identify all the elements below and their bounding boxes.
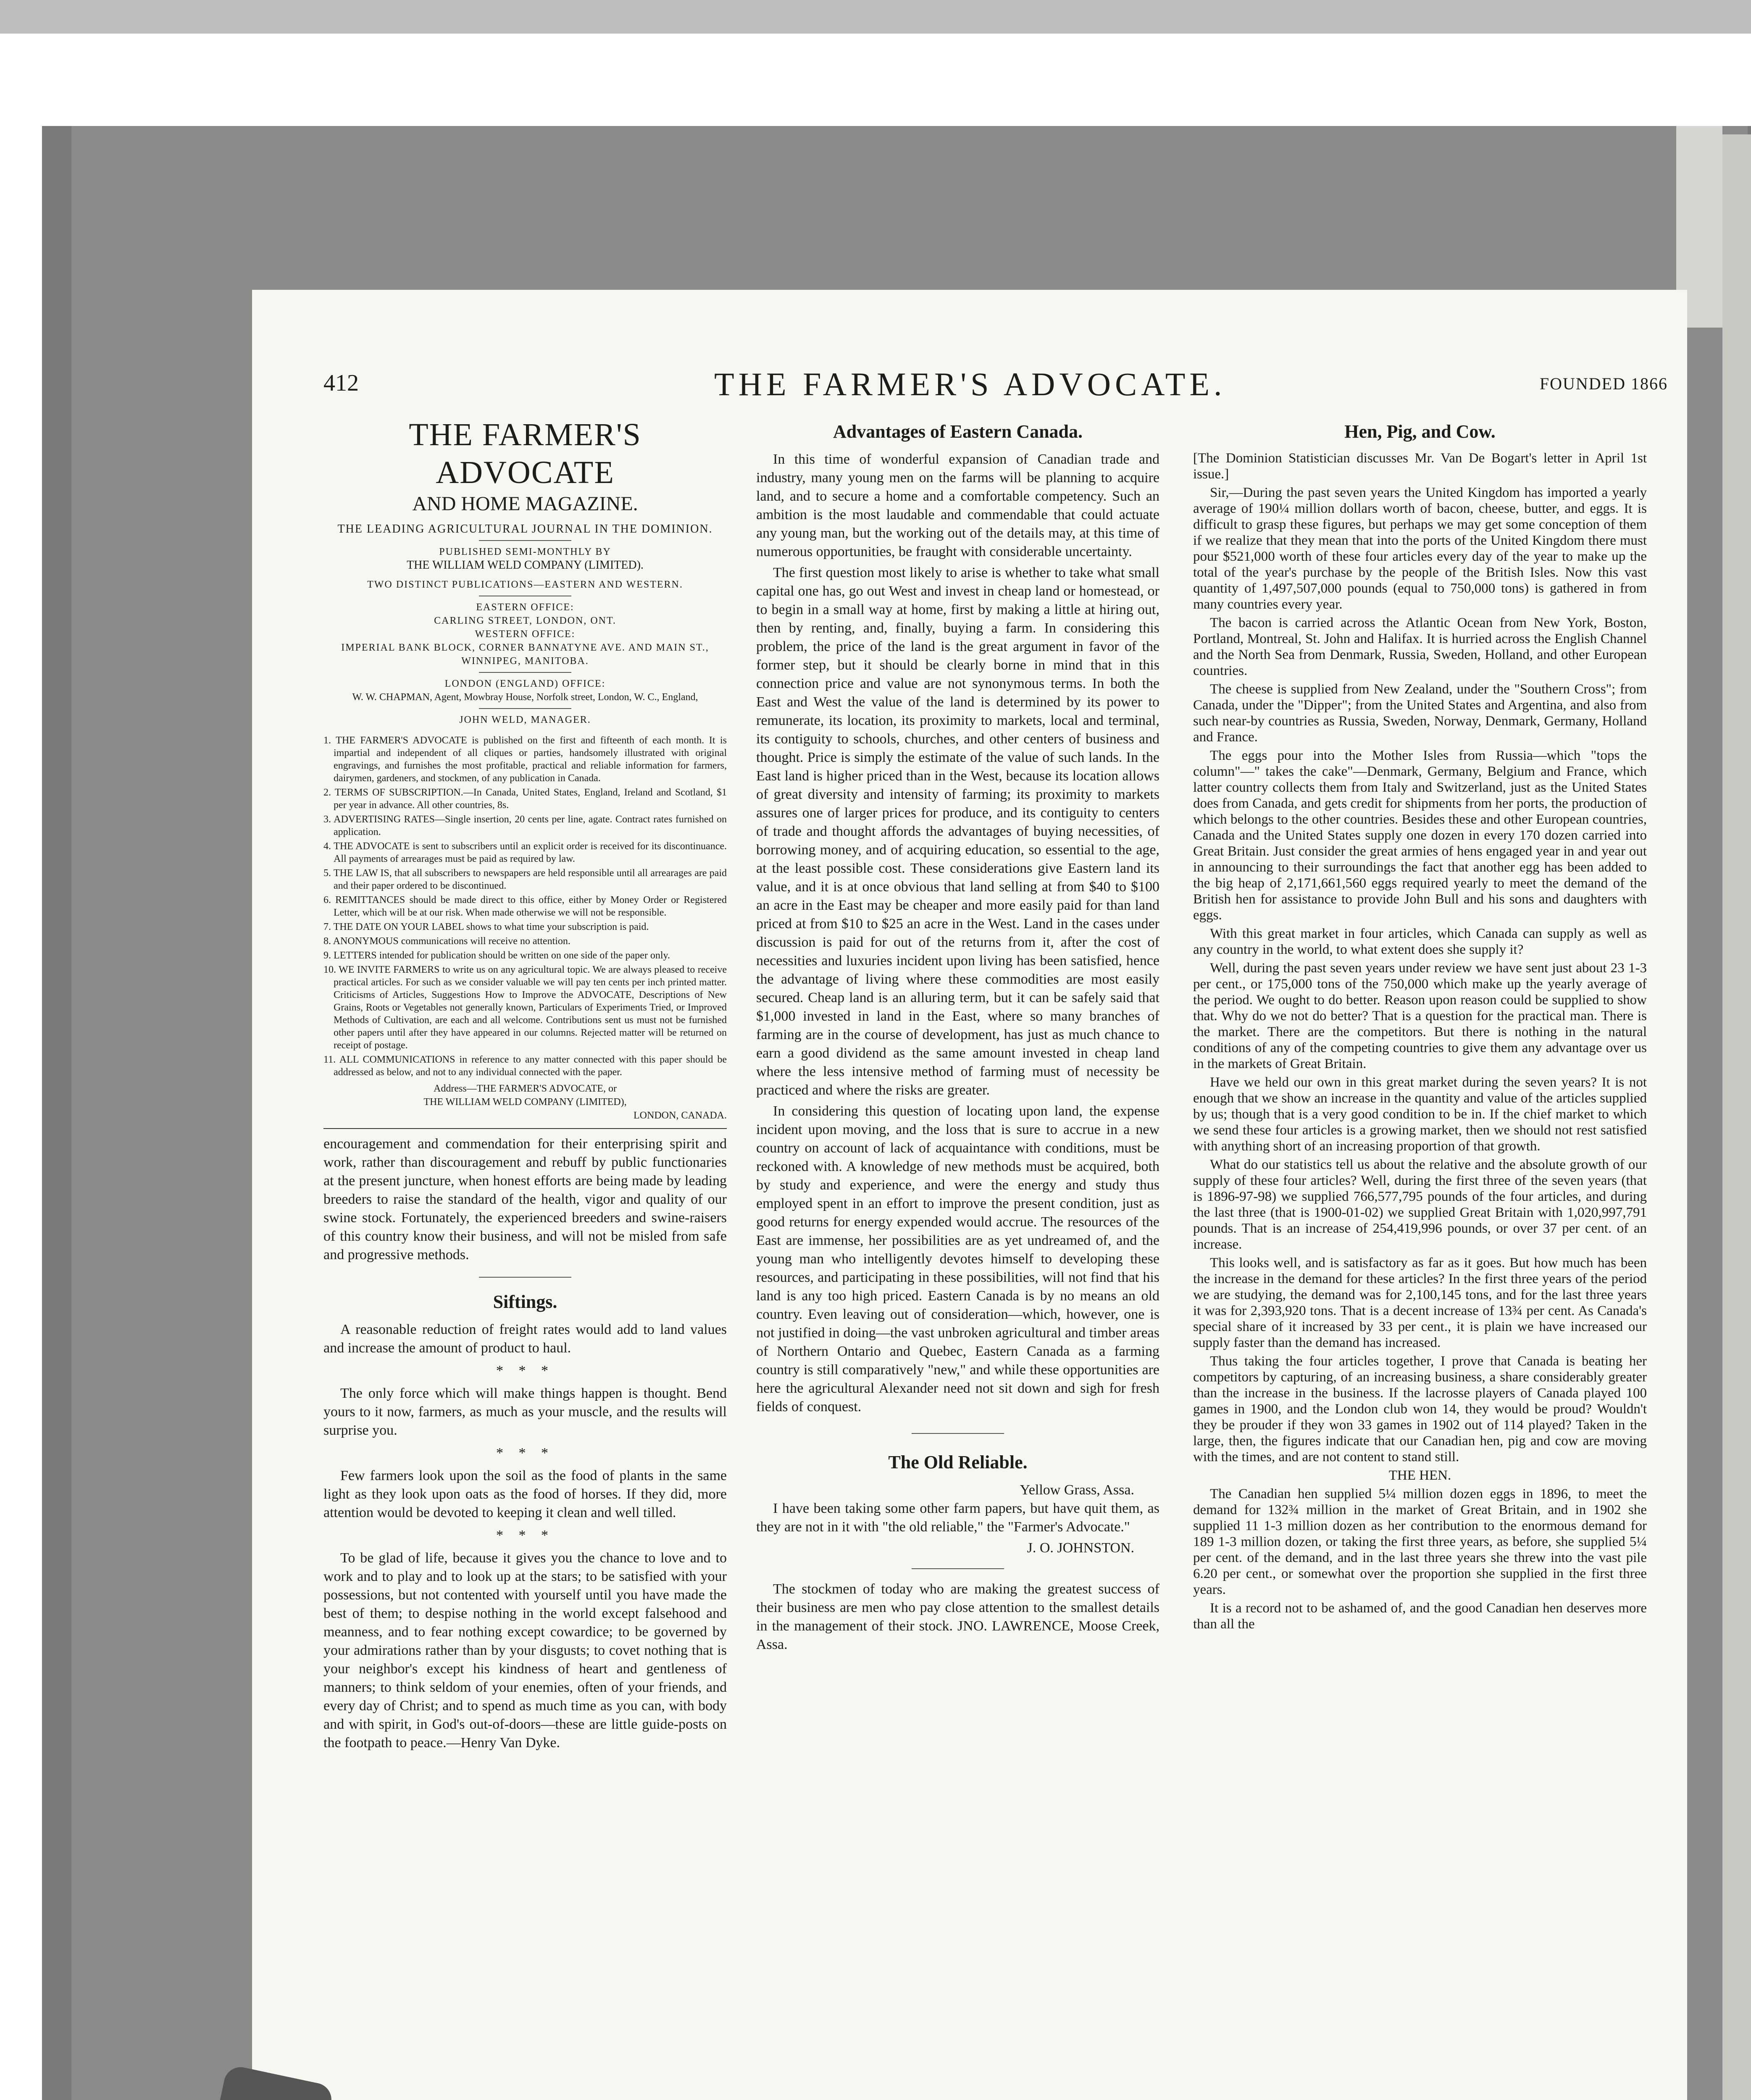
notice-item: 10. WE INVITE FARMERS to write us on any agricultural topic. We are always pleased to receive practical articles. For such as we consider valuable we will pay ten cents per inch printed matter. Criticisms of Articles, Suggestions How to Improve the ADVOCATE, Descriptions of New Grains, Roots or Vegetables not generally known, Particulars of Experiments Tried, or Improved Methods of Cultivation, are each and all welcome. Contributions sent us must not be furnished other papers until after they have appeared in our columns. Rejected matter will be returned on receipt of postage. xyxy=(323,964,727,1051)
adjacent-page-edge xyxy=(1722,134,1751,2100)
western-office: IMPERIAL BANK BLOCK, CORNER BANNATYNE AVE. AND MAIN ST., WINNIPEG, MANITOBA. xyxy=(341,642,709,667)
article-intro: [The Dominion Statistician discusses Mr. Van De Bogart's letter in April 1st issue.] xyxy=(1193,451,1647,482)
notice-item: 5. THE LAW IS, that all subscribers to newspapers are held responsible until all arrearages are paid and their paper ordered to be discontinued. xyxy=(323,868,727,891)
masthead-box-title: THE FARMER'S ADVOCATE xyxy=(409,417,642,490)
page-number: 412 xyxy=(323,370,359,396)
masthead-box-subtitle: AND HOME MAGAZINE. xyxy=(412,493,638,515)
notice-item: 2. TERMS OF SUBSCRIPTION.—In Canada, United States, England, Ireland and Scotland, $1 per year in advance. All other countries, 8s. xyxy=(323,787,727,811)
page-header xyxy=(323,366,1668,403)
notice-item: 4. THE ADVOCATE is sent to subscribers until an explicit order is received for its discontinuance. All payments of arrearages must be paid as required by law. xyxy=(323,841,727,864)
article-paragraph: The cheese is supplied from New Zealand, under the "Southern Cross"; from Canada, under the "Dipper"; from the United States and Argentina, and also from such near-by countries as Russia, Sweden, Norway, Denmark, Germany, Holland and France. xyxy=(1193,682,1647,745)
notice-list xyxy=(323,734,727,1079)
article-paragraph: The eggs pour into the Mother Isles from Russia—which "tops the column"—" takes the cake"—Denmark, Germany, Belgium and France, which latter country collects them from Italy and Switzerland, just as the United States does from Canada, and gets credit for shipments from her ports, the production of which belongs to the other countries. Besides these and other European countries, Canada and the United States supply one dozen in every 170 dozen carried into Great Britain. Just consider the great armies of hens engaged year in and year out in announcing to their surroundings the fact that another egg has been added to the big heap of 2,171,661,560 eggs required yearly to meet the demand of the British hen for assistance to provide John Bull and his sons and daughters with eggs. xyxy=(1193,748,1647,923)
letter-signature: J. O. JOHNSTON. xyxy=(1027,1540,1134,1556)
london-office-label: LONDON (ENGLAND) OFFICE: xyxy=(444,678,606,689)
masthead: THE FARMER'S ADVOCATE. xyxy=(714,366,1226,402)
siftings-paragraph: To be glad of life, because it gives you the chance to love and to work and to play and to look up at the stars; to be satisfied with your possessions, but not contented with yourself until you have made the best of them; to despise nothing in the world except falsehood and meanness, and to fear nothing except cowardice; to be governed by your admirations rather than by your disgusts; to covet nothing that is your neighbor's except his kindness of heart and gentleness of manners; to think seldom of your enemies, often of your friends, and every day of Christ; and to spend as much time as you can, with body and with spirit, in God's out-of-doors—these are little guide-posts on the footpath to peace.—Henry Van Dyke. xyxy=(323,1550,727,1751)
letter-place: Yellow Grass, Assa. xyxy=(1020,1482,1134,1498)
notice-item: 7. THE DATE ON YOUR LABEL shows to what time your subscription is paid. xyxy=(323,921,649,932)
column-2 xyxy=(756,416,1159,1656)
article-paragraph: It is a record not to be ashamed of, and the good Canadian hen deserves more than all the xyxy=(1193,1601,1647,1632)
address-line: THE WILLIAM WELD COMPANY (LIMITED), xyxy=(423,1097,627,1108)
section-break: * * * xyxy=(496,1528,554,1543)
notice-item: 3. ADVERTISING RATES—Single insertion, 20 cents per line, agate. Contract rates furnished on application. xyxy=(323,814,727,837)
article-paragraph: In this time of wonderful expansion of Canadian trade and industry, many young men on the farms will be planning to acquire land, and to secure a home and a comfortable competency. Such an ambition is the most laudable and commendable that could actuate any young man, but the working out of the details may, at this time of numerous opportunities, be fraught with considerable uncertainty. xyxy=(756,452,1159,559)
article-paragraph: This looks well, and is satisfactory as far as it goes. But how much has been the increase in the demand for these articles? In the first three years of the period we are studying, the demand was for 2,100,145 tons, and for the last three years it was for 2,393,920 tons. That is a decent increase of 13¾ per cent. As Canada's special share of it increased by 33 per cent., it is plain we have increased our supply faster than the demand has increased. xyxy=(1193,1255,1647,1350)
company-name: THE WILLIAM WELD COMPANY (LIMITED). xyxy=(407,559,644,572)
divider xyxy=(479,672,571,673)
siftings-paragraph: A reasonable reduction of freight rates would add to land values and increase the amount of product to haul. xyxy=(323,1322,727,1356)
letter-paragraph: I have been taking some other farm papers, but have quit them, as they are not in it with "the old reliable," the "Farmer's Advocate." xyxy=(756,1501,1159,1535)
hen-heading: Hen, Pig, and Cow. xyxy=(1344,421,1496,442)
western-office-label: WESTERN OFFICE: xyxy=(475,629,576,640)
divider xyxy=(479,540,571,541)
address-line: Address—THE FARMER'S ADVOCATE, or xyxy=(434,1083,617,1094)
eastern-office: CARLING STREET, LONDON, ONT. xyxy=(434,615,616,626)
article-paragraph: What do our statistics tell us about the relative and the absolute growth of our supply of these four articles? Well, during the first three of the seven years (that is 1896-97-98) we supplied 766,577,795 pounds of the four articles, and during the last three (that is 1900-01-02) we supplied Great Britain with 1,020,997,791 pounds. That is an increase of 254,419,996 pounds, or over 37 per cent. of an increase. xyxy=(1193,1157,1647,1252)
notice-item: 8. ANONYMOUS communications will receive no attention. xyxy=(323,936,571,947)
tagline: THE LEADING AGRICULTURAL JOURNAL IN THE DOMINION. xyxy=(337,522,713,536)
letter-paragraph: The stockmen of today who are making the greatest success of their business are men who pay close attention to the smallest details in the management of their stock. JNO. LAWRENCE, Moose Creek, Assa. xyxy=(756,1581,1159,1652)
article-paragraph: The bacon is carried across the Atlantic Ocean from New York, Boston, Portland, Montreal, St. John and Halifax. It is hurried across the English Channel and the North Sea from Denmark, Russia, Sweden, Holland, and other European countries. xyxy=(1193,615,1647,678)
publications-note: TWO DISTINCT PUBLICATIONS—EASTERN AND WESTERN. xyxy=(367,579,683,590)
divider xyxy=(479,708,571,709)
eastern-heading: Advantages of Eastern Canada. xyxy=(833,421,1083,442)
article-paragraph: With this great market in four articles, which Canada can supply as well as any country in the world, to what extent does she supply it? xyxy=(1193,926,1647,957)
notice-item: 1. THE FARMER'S ADVOCATE is published on the first and fifteenth of each month. It is impartial and independent of all cliques or parties, handsomely illustrated with original engravings, and furnishes the most profitable, practical and reliable information for farmers, dairymen, gardeners, and stockmen, of any publication in Canada. xyxy=(323,735,727,784)
column-rule xyxy=(323,1128,727,1129)
siftings-heading: Siftings. xyxy=(493,1292,557,1312)
notice-item: 9. LETTERS intended for publication should be written on one side of the paper only. xyxy=(323,950,670,961)
founded-note: FOUNDED 1866 xyxy=(1539,374,1668,393)
notice-item: 11. ALL COMMUNICATIONS in reference to any matter connected with this paper should be addressed as below, and not to any individual connected with the paper. xyxy=(323,1054,727,1078)
article-paragraph: Have we held our own in this great market during the seven years? It is not enough that we show an increase in the quantity and value of the articles supplied by us; though that is a very good condition to be in. If the chief market to which we send these four articles is a growing market, then we should not rest satisfied with anything short of an increasing proportion of that growth. xyxy=(1193,1075,1647,1154)
article-paragraph: The Canadian hen supplied 5¼ million dozen eggs in 1896, to meet the demand for 132¾ million in the market of Great Britain, and in 1902 she supplied 11 1-3 million dozen as her contribution to the enormous demand for 189 1-3 million dozen, or taking the first three years, as before, she supplied 5¼ per cent. of the demand, and in the last three years she threw into the vast pile 6.20 per cent., or somewhat over the proportion she supplied in the first three years. xyxy=(1193,1486,1647,1597)
divider xyxy=(912,1433,1004,1434)
manager: JOHN WELD, MANAGER. xyxy=(459,714,591,725)
article-paragraph: Sir,—During the past seven years the United Kingdom has imported a yearly average of 190¼ million dollars worth of bacon, cheese, butter, and eggs. It is difficult to grasp these figures, but perhaps we may get some conception of them if we realize that they mean that into the ports of the United Kingdom there must pour $521,000 worth of these four articles every day of the year to make up the total of the year's purchase by the people of the British Isles. Now this vast quantity of 1,497,507,000 pounds (equal to 750,000 tons) is gathered in from many countries every year. xyxy=(1193,485,1647,612)
eastern-office-label: EASTERN OFFICE: xyxy=(476,602,574,613)
london-office: W. W. CHAPMAN, Agent, Mowbray House, Norfolk street, London, W. C., England, xyxy=(352,692,698,703)
column-1 xyxy=(323,416,727,1755)
divider xyxy=(912,1568,1004,1569)
article-paragraph: The first question most likely to arise is whether to take what small capital one has, go out West and invest in cheap land or homestead, or to begin in a small way at home, first by making a little at hiring out, then by renting, and, finally, buying a farm. In considering this problem, the price of the land is the great argument in favor of the former step, but it should be clearly borne in mind that in this connection price and value are not synonymous terms. In both the East and West the value of the land is determined by its power to remunerate, its location, its proximity to markets, local and terminal, its contiguity to schools, churches, and other centers of business and thought. Price is simply the estimate of the value of such lands. In the East land is higher priced than in the West, because its location allows of great diversity and intensity of farming; its proximity to markets assures one of larger prices for produce, and its contiguity to centers of trade and thought affords the advantages of buying necessities, of borrowing money, and of acquiring education, so essential to the age, at the least possible cost. These considerations give Eastern land its value, and it is at once obvious that land selling at from $40 to $100 an acre in the East may be cheaper and more easily paid for than land priced at from $10 to $25 an acre in the West. Land in the cases under discussion is paid for out of the returns from it, after the cost of necessities and luxuries incident upon living has been satisfied, hence the advantage of living where these commodities are most easily secured. Cheap land is an alluring term, but it can be safely said that $1,000 invested in land in the East, where so many branches of farming are in the course of development, has just as much chance to earn a good dividend as the same amount invested in cheap land where the less intensive method of farming must of necessity be practiced and where the risks are greater. xyxy=(756,565,1159,1098)
section-break: * * * xyxy=(496,1363,554,1378)
siftings-paragraph: The only force which will make things happen is thought. Bend yours to it now, farmers, as much as your muscle, and the results will surprise you. xyxy=(323,1386,727,1438)
scan-top-band xyxy=(0,0,1751,34)
article-paragraph: In considering this question of locating upon land, the expense incident upon moving, and the loss that is sure to accrue in a new country on account of lack of acquaintance with conditions, must be reckoned with. A knowledge of new methods must be acquired, both by study and experience, and were the energy and study thus employed spent in an effort to improve the present condition, just as good returns for energy expended would accrue. The resources of the East are immense, her possibilities are as yet undreamed of, and the young man who intelligently devotes himself to developing these resources, and participating in these possibilities, will not find that his land is any too high priced. Eastern Canada is by no means an old country. Even leaving out of consideration—which, however, one is not justified in doing—the vast unbroken agricultural and timber areas of Northern Ontario and Quebec, Eastern Canada as a farming country is still comparatively "new," and while these opportunities are here the agricultural Alexander need not sit down and sigh for fresh fields of conquest. xyxy=(756,1103,1159,1415)
siftings-paragraph: Few farmers look upon the soil as the food of plants in the same light as they look upon oats as the food of horses. If they did, more attention would be devoted to keeping it clean and well tilled. xyxy=(323,1468,727,1520)
article-paragraph: Thus taking the four articles together, I prove that Canada is beating her competitors by capturing, of an increasing business, a share considerably greater than the increase in the business. If the lacrosse players of Canada played 100 games in 1900, and the London club won 14, they would be proud? Wouldn't they be prouder if they won 33 games in 1902 out of 114 played? Taken in the large, then, the figures indicate that our Canadian hen, pig and cow are moving with the times, and are not content to stand still. xyxy=(1193,1354,1647,1465)
section-break: * * * xyxy=(496,1445,554,1461)
address-line: LONDON, CANADA. xyxy=(634,1110,727,1121)
reliable-heading: The Old Reliable. xyxy=(888,1452,1028,1473)
divider xyxy=(479,1277,571,1278)
column-3 xyxy=(1193,416,1647,1635)
article-paragraph: Well, during the past seven years under review we have sent just about 23 1-3 per cent., or 175,000 tons of the 750,000 which make up the yearly average of the period. We ought to do better. Reason upon reason could be supplied to show that. Why do we not do better? That is a question for the practical man. There is the market. There are the competitors. But there is nothing in the natural conditions of any of the competing countries to give them any advantage over us in the markets of Great Britain. xyxy=(1193,961,1647,1071)
published-by: PUBLISHED SEMI-MONTHLY BY xyxy=(439,546,611,557)
notice-item: 6. REMITTANCES should be made direct to this office, either by Money Order or Registered Letter, which will be at our risk. When made otherwise we will not be responsible. xyxy=(323,895,727,918)
continued-paragraph: encouragement and commendation for their enterprising spirit and work, rather than discouragement and rebuff by public functionaries at the present juncture, when honest efforts are being made by leading breeders to raise the standard of the health, vigor and quality of our swine stock. Fortunately, the experienced breeders and swine-raisers of this country know their business, and will not be misled from safe and progressive methods. xyxy=(323,1136,727,1263)
subheading: THE HEN. xyxy=(1388,1468,1451,1483)
